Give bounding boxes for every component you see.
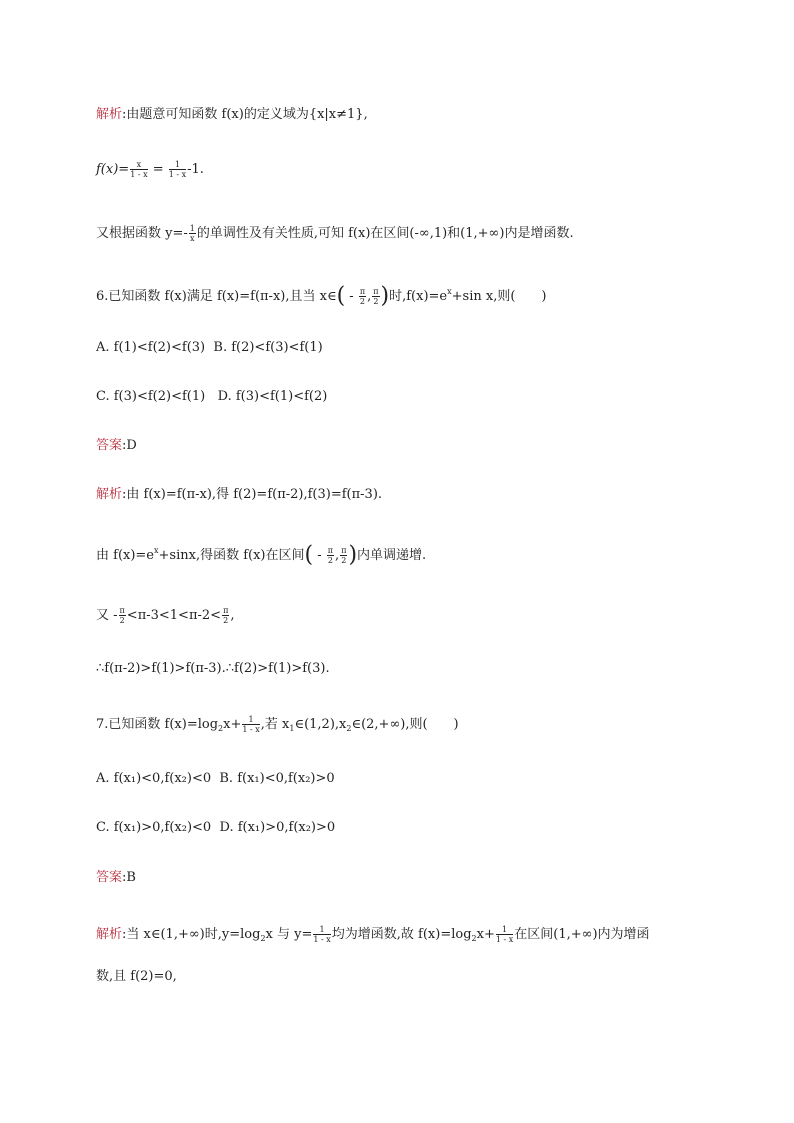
question-7-stem: 7.已知函数 $f(x)=\log_2x+$ $\frac{1}{1 - x}$ ,若 $x_1\in(1,2),x_2\in(2,+\infty)$,则( ) <box>96 715 459 734</box>
q6-analysis-2: 由 $f(x)=e^x+\sin x$,得函数 f(x)在区间( - $\frac{\pi}{2}$ , $\frac{\pi}{2}$ )内单调递增. <box>96 542 427 568</box>
analysis-label: 解析 <box>96 927 123 942</box>
q7-option-c: C. f(x₁)>0,f(x₂)<0 <box>96 820 212 835</box>
formula-tail: -1. <box>187 162 204 177</box>
q6-option-c: C. f(3)<f(2)<f(1) <box>96 389 206 404</box>
q6-option-a: A. f(1)<f(2)<f(3) <box>96 340 206 355</box>
answer-value: :B <box>122 870 136 885</box>
q6-stem-pre: 6.已知函数 f(x)满足 f(x)=f(π-x),且当 x∈ <box>96 289 337 304</box>
fraction: $\frac{\pi}{2}$ <box>359 287 366 306</box>
fraction: $\frac{\pi}{2}$ <box>223 606 229 625</box>
fraction: $\frac{1}{1 - x}$ <box>168 160 187 179</box>
q7-analysis-1: 解析:当 x∈(1,+∞)时$,y=\log_2x$ 与 y= $\frac{1}{1 - x}$ 均为增函数,故 $f(x)=\log_2x+$ $\frac{1}{1 - x}$ 在区间(1,+∞)内为增函 <box>96 925 650 944</box>
formula-line <box>96 160 204 179</box>
question-6-stem: 6.已知函数 f(x)满足 f(x)=f(π-x),且当 x∈( - $\frac{\pi}{2}$ , $\frac{\pi}{2}$ )时$,f(x)=e^x+\sin$ x,则( ) <box>96 283 547 309</box>
answer-label: 答案 <box>96 438 123 453</box>
q6-stem-post: 时,f(x)=e <box>389 289 448 304</box>
monotonic-pre: 又根据函数 y=- <box>96 226 188 241</box>
monotonic-line <box>96 224 574 243</box>
analysis-line-1 <box>96 106 368 124</box>
fraction: $\frac{\pi}{2}$ <box>341 546 347 565</box>
answer-value: :D <box>122 438 137 453</box>
q7-analysis-2: 数,且 f(2)=0, <box>96 969 177 984</box>
q7-options-ab <box>96 770 335 788</box>
fraction: $\frac{x}{1 - x}$ <box>130 160 148 179</box>
fraction: $\frac{1}{1 - x}$ <box>242 715 260 734</box>
analysis-label: 解析 <box>96 107 123 122</box>
fraction: $\frac{1}{x}$ <box>189 224 195 243</box>
analysis-text: :由题意可知函数 f(x)的定义域为{x|x≠1}, <box>122 107 368 122</box>
formula-lhs: f(x)= <box>96 162 130 177</box>
analysis-label: 解析 <box>96 487 123 502</box>
equals: = <box>148 162 168 177</box>
q6-option-b: B. f(2)<f(3)<f(1) <box>213 340 323 355</box>
fraction: $\frac{\pi}{2}$ <box>119 606 125 625</box>
q6-stem-end: +sin x,则( ) <box>451 289 547 304</box>
q6-answer <box>96 437 137 455</box>
fraction: $\frac{\pi}{2}$ <box>373 287 379 306</box>
q6-analysis-4: ∴f(π-2)>f(1)>f(π-3).∴f(2)>f(1)>f(3). <box>96 661 330 676</box>
q7-options-cd <box>96 819 335 837</box>
q6-options-cd <box>96 388 327 406</box>
q7-option-d: D. f(x₁)>0,f(x₂)>0 <box>219 820 336 835</box>
q6-analysis-3: 又 - $\frac{\pi}{2}$ <π-3<1<π-2< $\frac{\pi}{2}$ , <box>96 606 235 625</box>
q7-answer <box>96 869 136 887</box>
q7-option-a: A. f(x₁)<0,f(x₂)<0 <box>96 771 212 786</box>
analysis-text: :由 f(x)=f(π-x),得 f(2)=f(π-2),f(3)=f(π-3). <box>122 487 383 502</box>
fraction: $\frac{1}{1 - x}$ <box>313 925 331 944</box>
fraction: $\frac{1}{1 - x}$ <box>495 925 514 944</box>
q6-options-ab <box>96 339 323 357</box>
answer-label: 答案 <box>96 870 123 885</box>
monotonic-post: 的单调性及有关性质,可知 f(x)在区间(-∞,1)和(1,+∞)内是增函数. <box>196 226 574 241</box>
q6-analysis-1 <box>96 486 382 504</box>
q6-option-d: D. f(3)<f(1)<f(2) <box>217 389 328 404</box>
q7-option-b: B. f(x₁)<0,f(x₂)>0 <box>219 771 335 786</box>
fraction: $\frac{\pi}{2}$ <box>327 546 334 565</box>
